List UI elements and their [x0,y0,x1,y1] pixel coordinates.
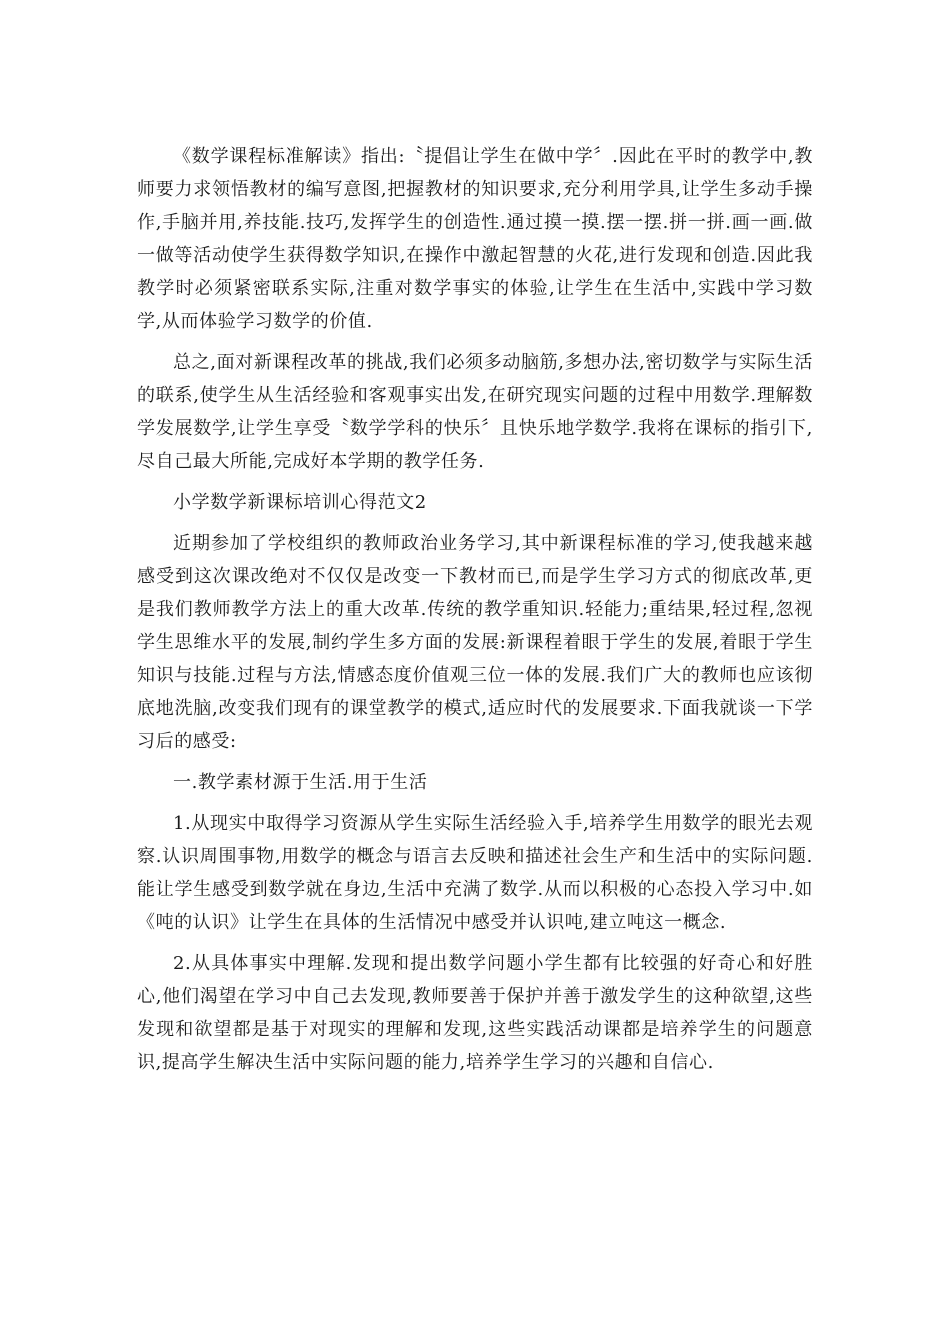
paragraph-point-1: 1.从现实中取得学习资源从学生实际生活经验入手,培养学生用数学的眼光去观察.认识周围事物,用数学的概念与语言去反映和描述社会生产和生活中的实际问题.能让学生感受到数学就在身边,生活中充满了数学.从而以积极的心态投入学习中.如《吨的认识》让学生在具体的生活情况中感受并认识吨,建立吨这一概念. [137,813,813,933]
paragraph-point-2: 2.从具体事实中理解.发现和提出数学问题小学生都有比较强的好奇心和好胜心,他们渴望在学习中自己去发现,教师要善于保护并善于激发学生的这种欲望,这些发现和欲望都是基于对现实的理解和发现,这些实践活动课都是培养学生的问题意识,提高学生解决生活中实际问题的能力,培养学生学习的兴趣和自信心. [137,953,813,1073]
paragraph-curriculum-quote: 《数学课程标准解读》指出:〝提倡让学生在做中学〞.因此在平时的教学中,教师要力求领悟教材的编写意图,把握教材的知识要求,充分利用学具,让学生多动手操作,手脑并用,养技能.技巧,发挥学生的创造性.通过摸一摸.摆一摆.拼一拼.画一画.做一做等活动使学生获得数学知识,在操作中激起智慧的火花,进行发现和创造.因此我教学时必须紧密联系实际,注重对数学事实的体验,让学生在生活中,实践中学习数学,从而体验学习数学的价值. [137,146,813,332]
section-title: 小学数学新课标培训心得范文2 [173,492,427,513]
paragraph-introduction: 近期参加了学校组织的教师政治业务学习,其中新课程标准的学习,使我越来越感受到这次课改绝对不仅仅是改变一下教材而已,而是学生学习方式的彻底改革,更是我们教师教学方法上的重大改革.传统的教学重知识.轻能力;重结果,轻过程,忽视学生思维水平的发展,制约学生多方面的发展:新课程着眼于学生的发展,着眼于学生知识与技能.过程与方法,情感态度价值观三位一体的发展.我们广大的教师也应该彻底地洗脑,改变我们现有的课堂教学的模式,适应时代的发展要求.下面我就谈一下学习后的感受: [137,533,813,752]
document-body [137,140,813,1087]
paragraph-summary: 总之,面对新课程改革的挑战,我们必须多动脑筋,多想办法,密切数学与实际生活的联系,使学生从生活经验和客观事实出发,在研究现实问题的过程中用数学.理解数学发展数学,让学生享受〝数学学科的快乐〞且快乐地学数学.我将在课标的指引下,尽自己最大所能,完成好本学期的教学任务. [137,352,813,472]
subheading-materials-from-life: 一.教学素材源于生活.用于生活 [173,772,428,793]
